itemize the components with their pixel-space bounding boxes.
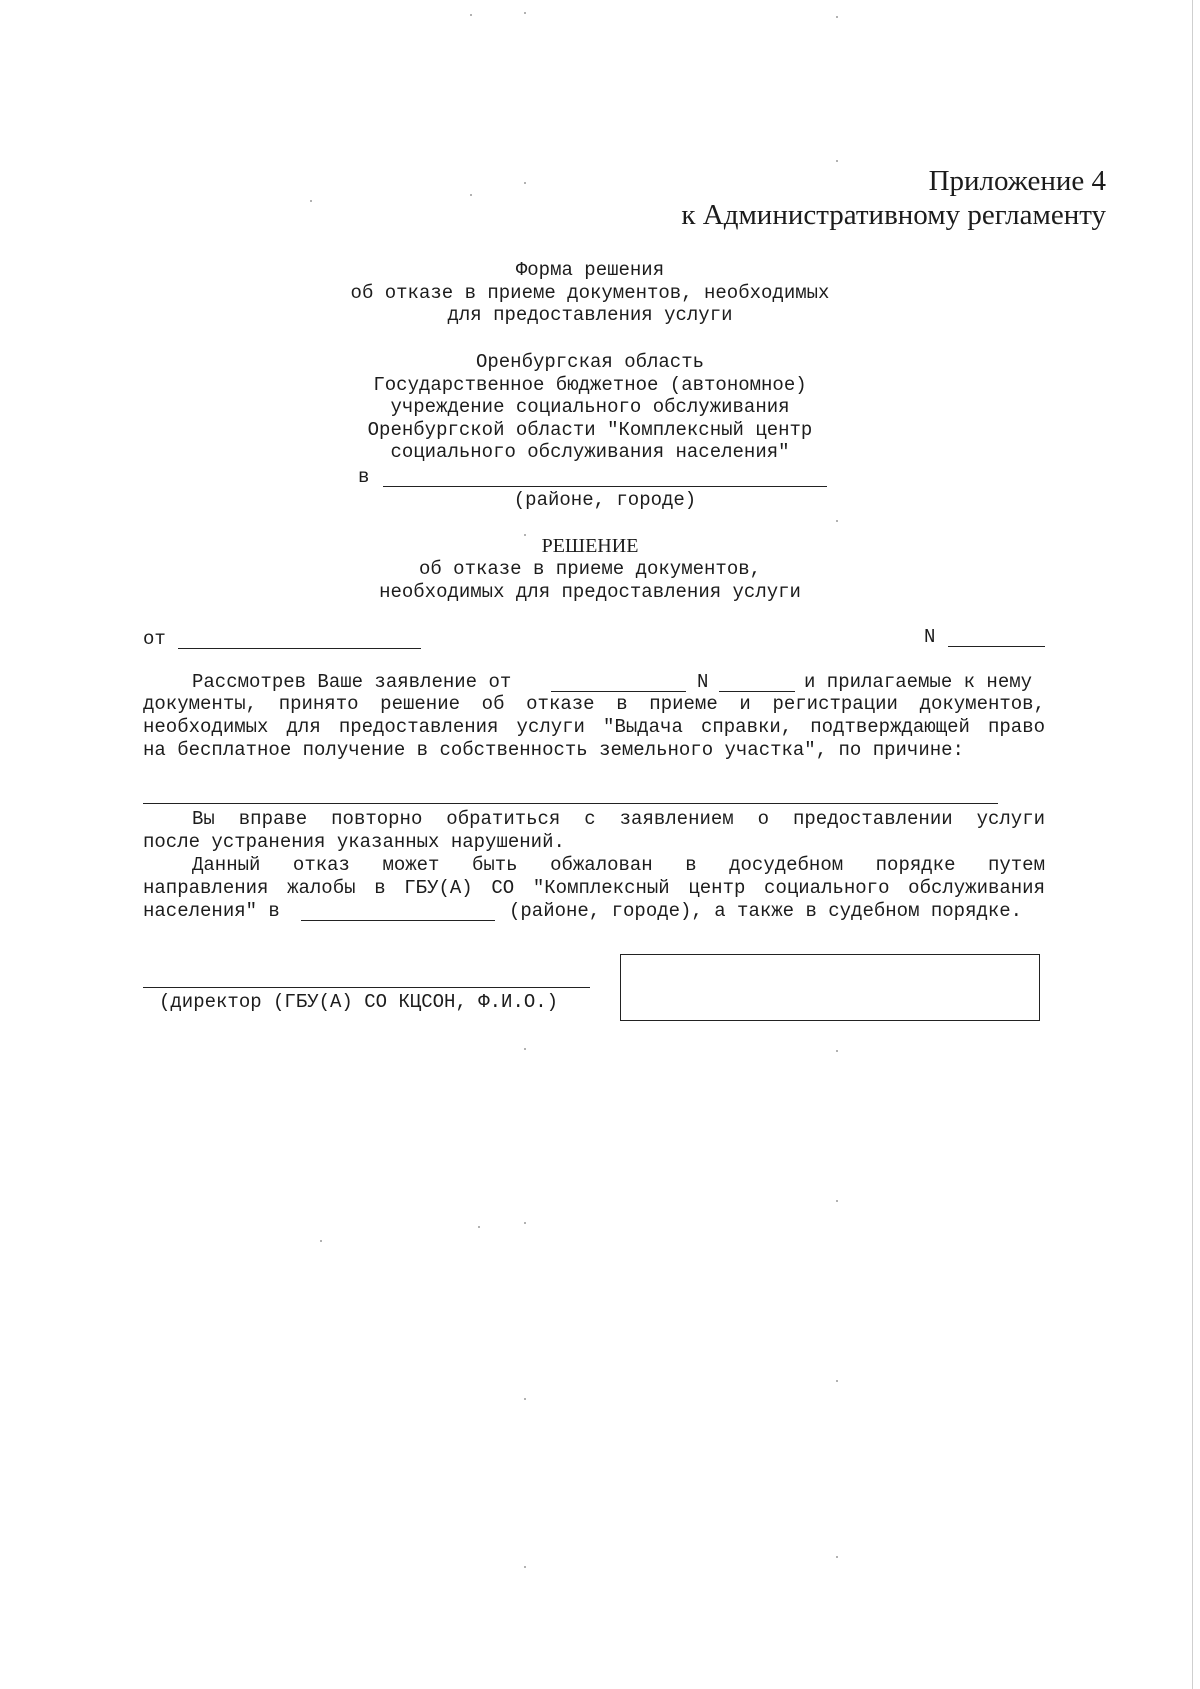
form-title-line: для предоставления услуги [447, 304, 733, 326]
organization-line: Оренбургская область [475, 351, 705, 373]
scan-speck [524, 1398, 526, 1400]
paragraph1-line3: необходимых для предоставления услуги "Выдача справки, подтверждающей право [143, 716, 1045, 738]
form-title [300, 259, 880, 327]
scan-speck [836, 520, 838, 522]
paragraph3-line2: направления жалобы в ГБУ(А) СО "Комплексный центр социального обслуживания [143, 877, 1045, 899]
application-number-line [719, 691, 795, 692]
paragraph3-line3-end: (районе, городе), а также в судебном порядке. [509, 900, 1023, 922]
appendix-header [681, 164, 1106, 232]
paragraph1-line2: документы, принято решение об отказе в приеме и регистрации документов, [143, 693, 1045, 715]
district-fill-line [383, 486, 827, 487]
scan-speck [836, 1200, 838, 1202]
paragraph2-line2: после устранения указанных нарушений. [143, 831, 565, 853]
paragraph1-line1-start: Рассмотрев Ваше заявление от [192, 671, 512, 693]
paragraph2-line1: Вы вправе повторно обратиться с заявлением о предоставлении услуги [192, 808, 1045, 830]
scan-speck [524, 534, 526, 536]
organization-line: учреждение социального обслуживания [390, 396, 790, 419]
paragraph3-line3-start: населения" в [143, 900, 280, 922]
paragraph1-line4: на бесплатное получение в собственность земельного участка", по причине: [143, 739, 964, 761]
complaint-district-line [301, 920, 495, 921]
scan-edge-line [1192, 0, 1193, 1689]
stamp-box [620, 954, 1040, 1021]
district-caption: (районе, городе) [513, 489, 697, 511]
reason-fill-line [143, 803, 998, 804]
scan-speck [320, 1240, 322, 1242]
number-fill-line [948, 646, 1045, 647]
scan-speck [470, 14, 472, 16]
scan-speck [470, 194, 472, 196]
paragraph3-line1: Данный отказ может быть обжалован в досудебном порядке путем [192, 854, 1045, 876]
scan-speck [836, 160, 838, 162]
signature-line [143, 987, 590, 988]
scan-speck [524, 182, 526, 184]
paragraph1-number-label: N [697, 671, 709, 693]
scan-speck [836, 16, 838, 18]
scan-speck [836, 1556, 838, 1558]
number-label: N [924, 626, 936, 648]
organization-block [330, 351, 850, 464]
scan-speck [836, 1380, 838, 1382]
scan-speck [524, 1222, 526, 1224]
scan-speck [836, 1050, 838, 1052]
appendix-number: Приложение 4 [928, 165, 1106, 197]
scan-speck [524, 1048, 526, 1050]
decision-subtitle: необходимых для предоставления услуги [379, 581, 801, 603]
organization-line: Оренбургской области "Комплексный центр [367, 418, 813, 441]
scan-speck [310, 200, 312, 202]
organization-line: социального обслуживания населения" [390, 441, 790, 464]
date-fill-line [178, 648, 421, 649]
paragraph1-line1-end: и прилагаемые к нему [804, 671, 1033, 693]
scan-speck [478, 1226, 480, 1228]
decision-heading: РЕШЕНИЕ [541, 535, 639, 557]
appendix-regulation: к Административному регламенту [681, 199, 1106, 231]
date-label: от [143, 628, 166, 650]
scan-speck [524, 12, 526, 14]
decision-heading-block [300, 535, 880, 604]
decision-subtitle: об отказе в приеме документов, [418, 558, 762, 580]
organization-line: Государственное бюджетное (автономное) [373, 373, 807, 396]
org-in-label: в [358, 466, 370, 488]
scan-speck [524, 1566, 526, 1568]
form-title-line: Форма решения [515, 259, 665, 281]
signature-caption: (директор (ГБУ(А) СО КЦСОН, Ф.И.О.) [159, 991, 559, 1013]
form-title-line: об отказе в приеме документов, необходимых [350, 281, 830, 304]
application-date-line [551, 691, 686, 692]
